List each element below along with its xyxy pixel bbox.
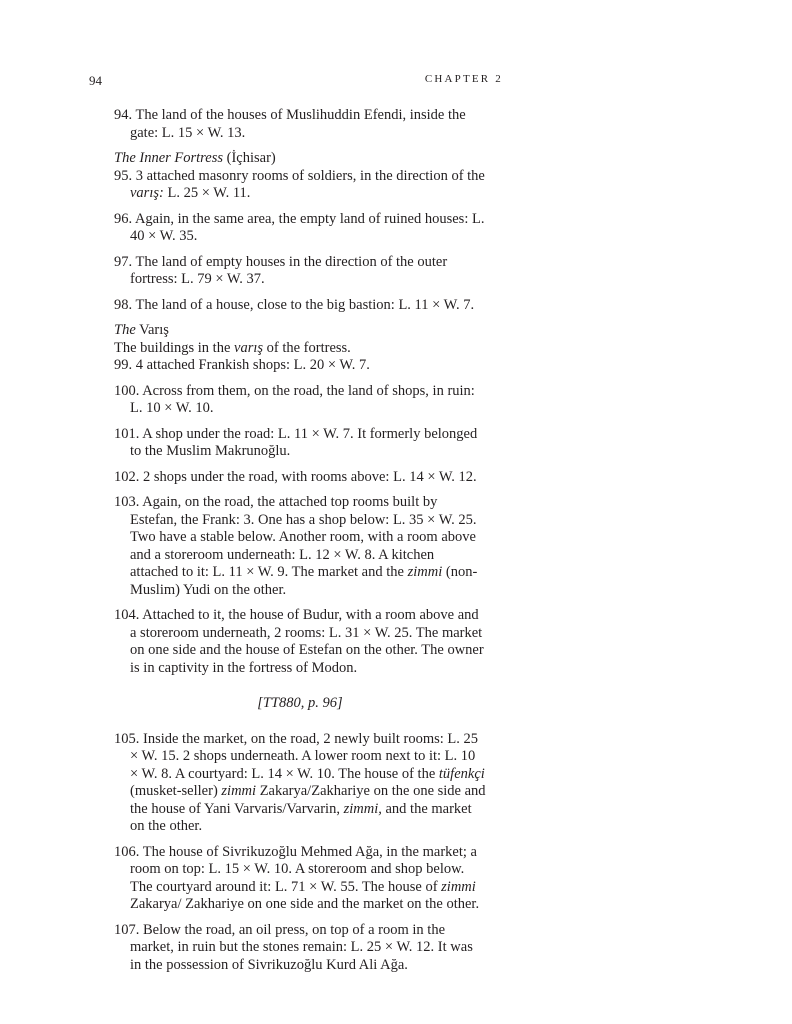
entry-99: 99. 4 attached Frankish shops: L. 20 × W. 7. xyxy=(114,357,370,373)
running-head: CHAPTER 2 xyxy=(424,73,503,85)
source-reference: [TT880, p. 96] xyxy=(257,695,343,711)
entry-107: 107. Below the road, an oil press, on top of a room in the market, in ruin but the stones remain: L. 25 × W. 12. It was in the possession of Sivrikuzoğlu Kurd Ali Ağa. xyxy=(114,921,473,973)
section-heading-inner-fortress: The Inner Fortress (İçhisar) xyxy=(114,150,276,166)
section-subheading-varis: The buildings in the varış of the fortress. xyxy=(114,339,351,356)
entry-105: 105. Inside the market, on the road, 2 newly built rooms: L. 25 × W. 15. 2 shops underneath. A lower room next to it: L. 10 × W. 8. A courtyard: L. 14 × W. 10. The house of the tüfenkçi (musket-seller) zimmi Zakarya/Zakhariye on the one side and the house of Yani Varvaris/Varvarin, zimmi, and the market on the other. xyxy=(114,730,486,834)
entry-101: 101. A shop under the road: L. 11 × W. 7. It formerly belonged to the Muslim Makrunoğlu. xyxy=(114,425,478,459)
entry-96: 96. Again, in the same area, the empty land of ruined houses: L. 40 × W. 35. xyxy=(114,210,485,244)
entry-98: 98. The land of a house, close to the big bastion: L. 11 × W. 7. xyxy=(114,296,475,313)
entry-97: 97. The land of empty houses in the direction of the outer fortress: L. 79 × W. 37. xyxy=(114,253,448,287)
entry-106: 106. The house of Sivrikuzoğlu Mehmed Ağa, in the market; a room on top: L. 15 × W. 10. A storeroom and shop below. The courtyard around it: L. 71 × W. 55. The house of zimmi Zakarya/ Zakhariye on one side and the market on the other. xyxy=(114,843,480,912)
entry-95: 95. 3 attached masonry rooms of soldiers, in the direction of the varış: L. 25 × W. 11. xyxy=(114,167,485,201)
section-heading-varis: The Varış xyxy=(114,322,169,338)
entry-94: 94. The land of the houses of Muslihuddin Efendi, inside the gate: L. 15 × W. 13. xyxy=(114,107,466,141)
entry-102: 102. 2 shops under the road, with rooms above: L. 14 × W. 12. xyxy=(114,468,477,485)
entry-100: 100. Across from them, on the road, the land of shops, in ruin: L. 10 × W. 10. xyxy=(114,382,475,416)
entry-104: 104. Attached to it, the house of Budur, with a room above and a storeroom underneath, 2 rooms: L. 31 × W. 25. The market on one side and the house of Estefan on the other. The owner is in captivity in the fortress of Modon. xyxy=(114,607,484,676)
entry-103: 103. Again, on the road, the attached top rooms built by Estefan, the Frank: 3. One has a shop below: L. 35 × W. 25. Two have a stable below. Another room, with a room above and a storeroom underneath: L. 12 × W. 8. A kitchen attached to it: L. 11 × W. 9. The market and the zimmi (non-Muslim) Yudi on the other. xyxy=(114,494,478,598)
page-number: 94 xyxy=(89,73,102,88)
page-body xyxy=(114,107,486,982)
